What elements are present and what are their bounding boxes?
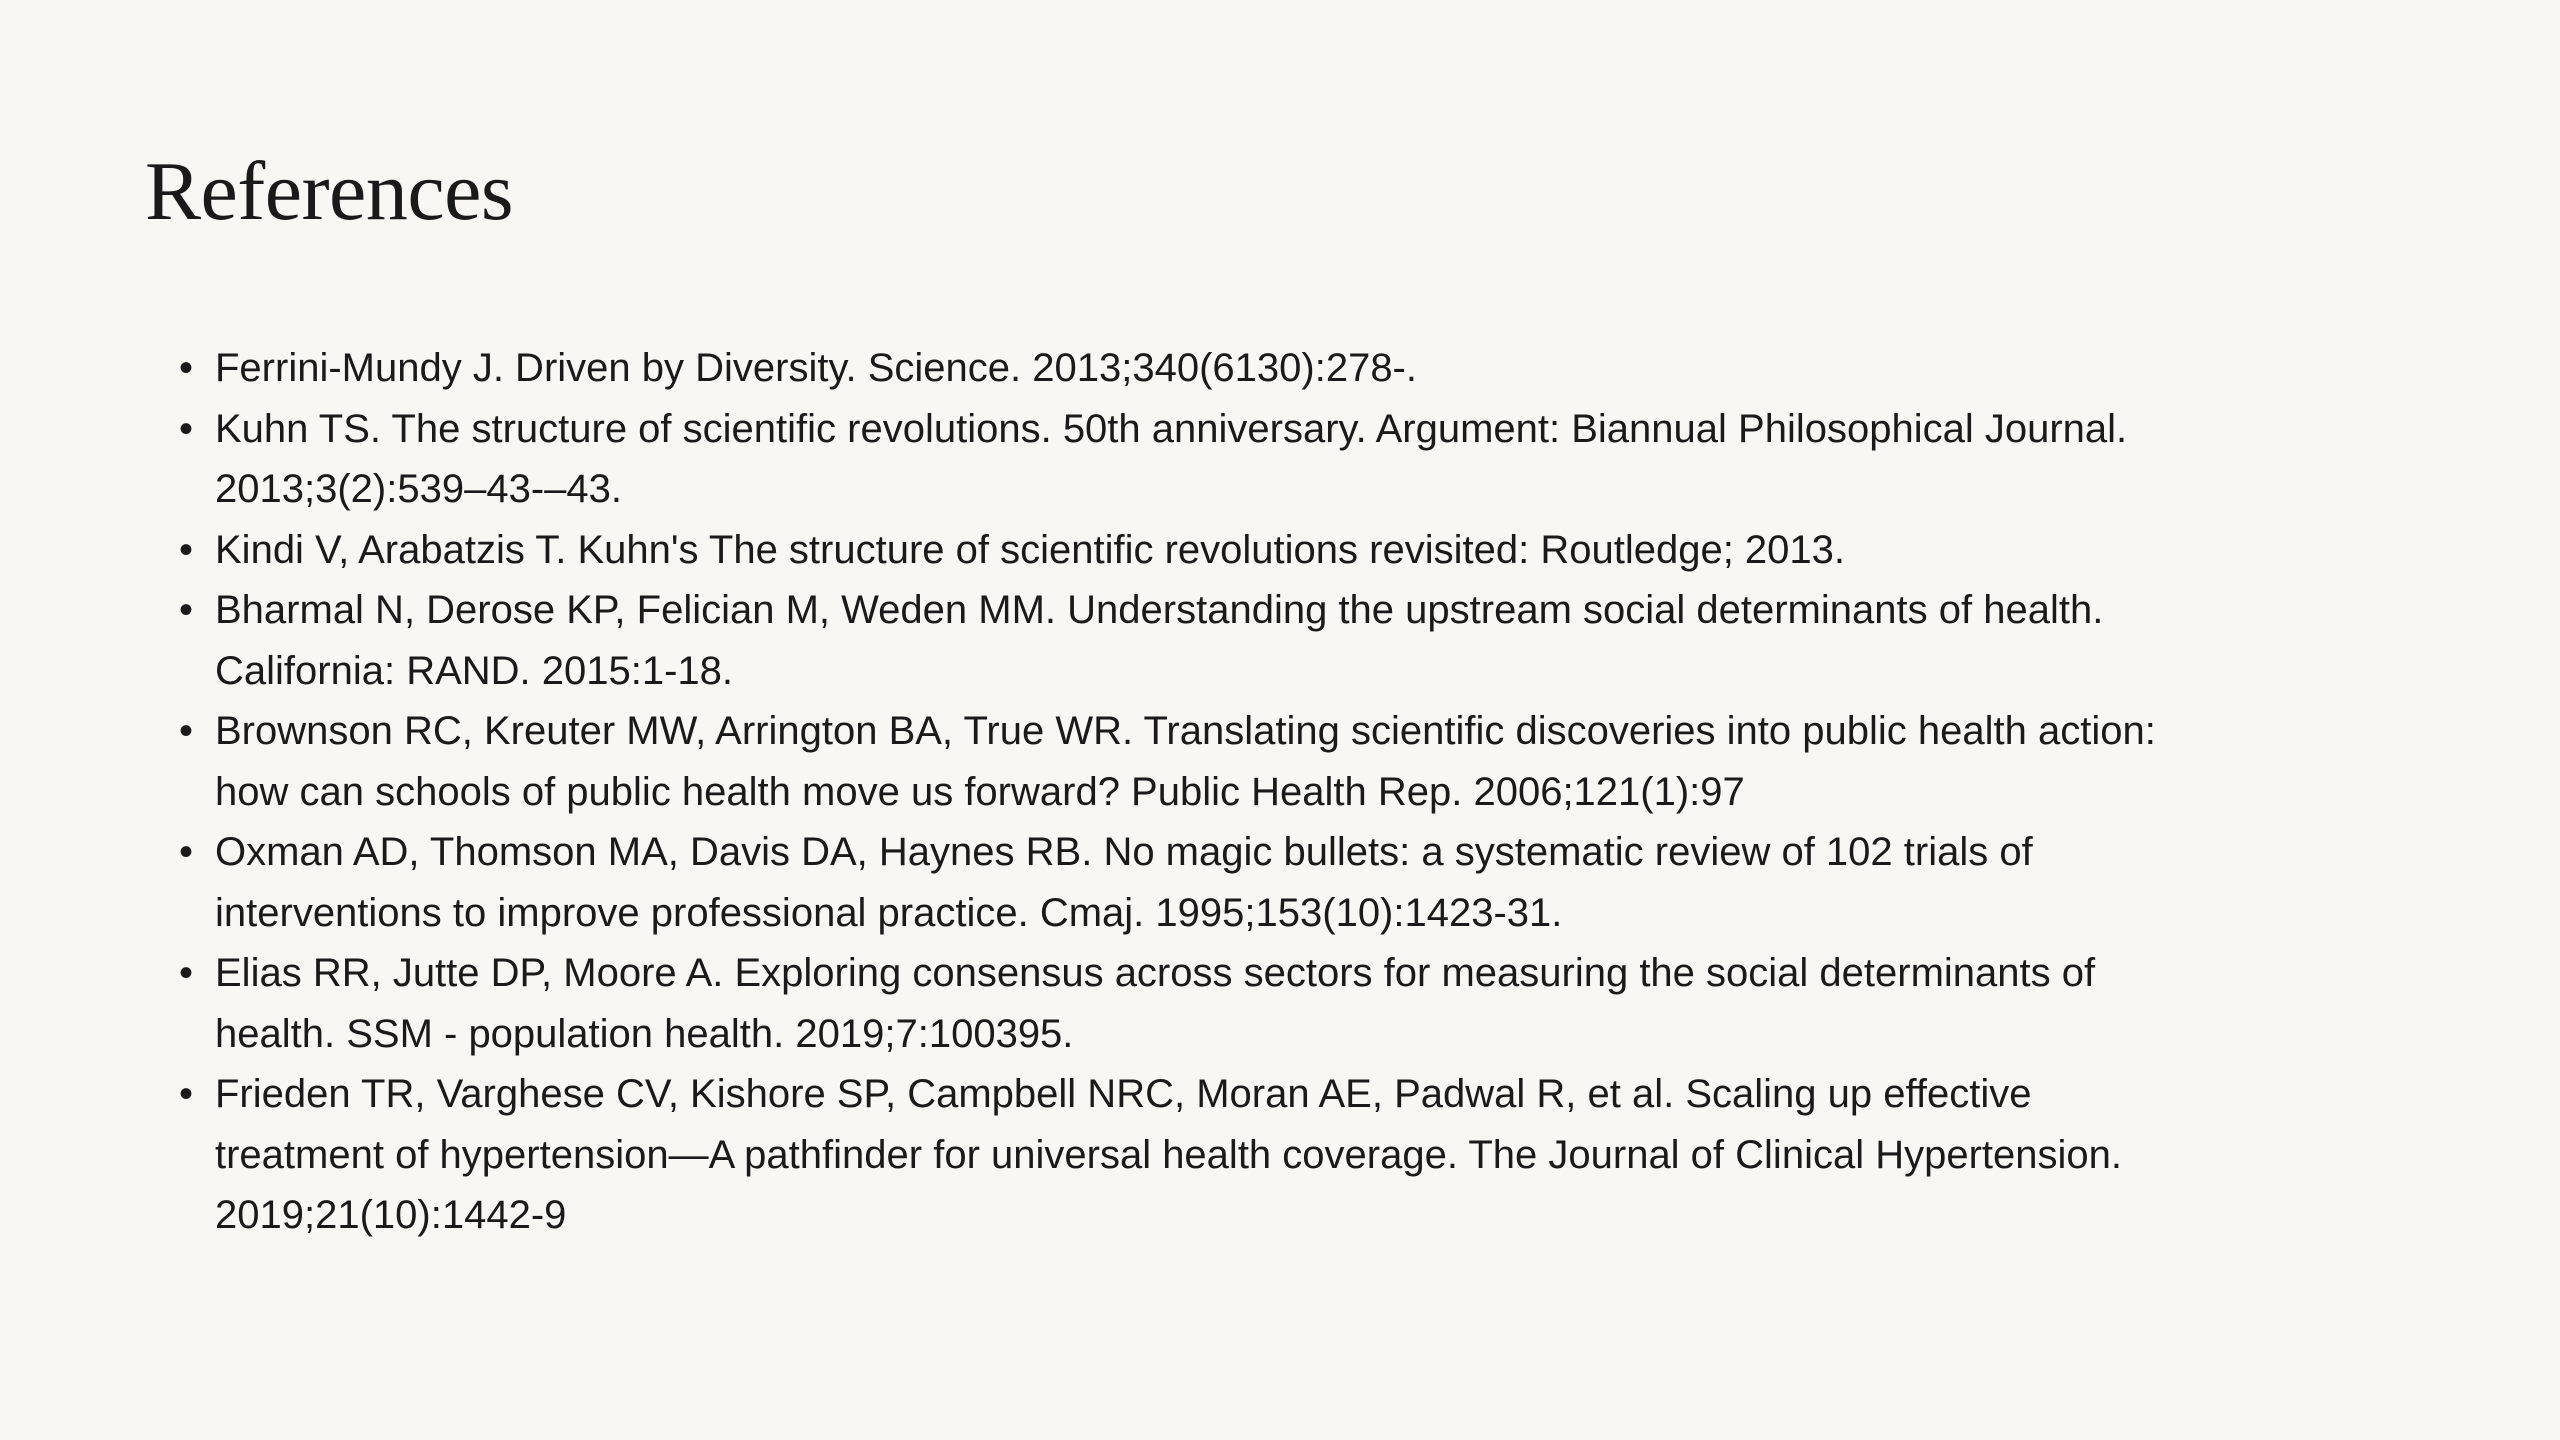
reference-line: 2013;3(2):539–43-–43.: [215, 467, 622, 511]
bullet-icon: •: [179, 1072, 194, 1116]
reference-line: interventions to improve professional practice. Cmaj. 1995;153(10):1423-31.: [215, 890, 1563, 935]
reference-line: Brownson RC, Kreuter MW, Arrington BA, True WR. Translating scientific discoveries into public health action:: [215, 709, 2156, 753]
reference-line: 2019;21(10):1442-9: [215, 1193, 567, 1237]
reference-item: [175, 399, 2475, 520]
reference-line: Kindi V, Arabatzis T. Kuhn's The structure of scientific revolutions revisited: Routledge; 2013.: [215, 527, 1846, 572]
reference-item: [175, 1064, 2475, 1246]
reference-item: [175, 943, 2475, 1064]
reference-line: health. SSM - population health. 2019;7:100395.: [215, 1011, 1074, 1056]
reference-item: [175, 338, 2475, 399]
bullet-icon: •: [179, 406, 194, 451]
bullet-icon: •: [179, 951, 194, 995]
page-title: References: [145, 145, 514, 238]
reference-item: [175, 520, 2475, 581]
reference-line: how can schools of public health move us forward? Public Health Rep. 2006;121(1):97: [215, 769, 1745, 814]
reference-line: California: RAND. 2015:1-18.: [215, 648, 734, 693]
bullet-icon: •: [179, 588, 194, 632]
bullet-icon: •: [179, 830, 194, 874]
reference-line: Kuhn TS. The structure of scientific revolutions. 50th anniversary. Argument: Biannual Philosophical Journal.: [215, 406, 2128, 451]
reference-item: [175, 822, 2475, 943]
reference-line: Bharmal N, Derose KP, Felician M, Weden MM. Understanding the upstream social determinants of health.: [215, 588, 2104, 632]
reference-list: [175, 338, 2475, 1246]
bullet-icon: •: [179, 527, 194, 572]
reference-line: Elias RR, Jutte DP, Moore A. Exploring consensus across sectors for measuring the social determinants of: [215, 951, 2096, 995]
reference-line: treatment of hypertension—A pathfinder for universal health coverage. The Journal of Clinical Hypertension.: [215, 1132, 2122, 1177]
bullet-icon: •: [179, 709, 194, 753]
reference-line: Ferrini-Mundy J. Driven by Diversity. Science. 2013;340(6130):278-.: [215, 346, 1417, 390]
bullet-icon: •: [179, 346, 194, 390]
reference-item: [175, 701, 2475, 822]
reference-item: [175, 580, 2475, 701]
reference-line: Oxman AD, Thomson MA, Davis DA, Haynes RB. No magic bullets: a systematic review of 102 trials of: [215, 830, 2033, 874]
reference-line: Frieden TR, Varghese CV, Kishore SP, Campbell NRC, Moran AE, Padwal R, et al. Scaling up effective: [215, 1072, 2032, 1116]
